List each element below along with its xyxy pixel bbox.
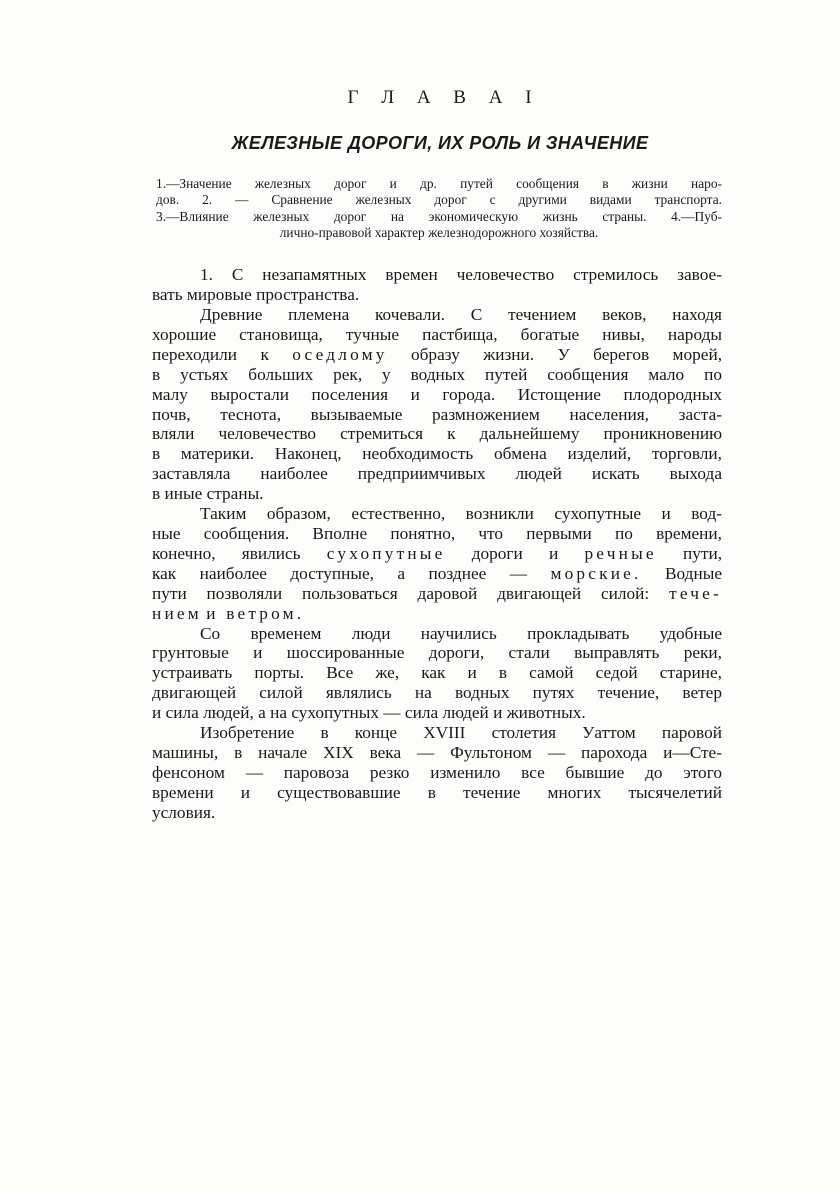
text-line: фенсоном — паровоза резко изменило все бывшие до этого bbox=[152, 762, 722, 782]
paragraph-1 bbox=[152, 265, 722, 305]
summary-line: дов. 2. — Сравнение железных дорог с другими видами транспорта. bbox=[156, 192, 722, 208]
text-line: двигающей силой являлись на водных путях течение, ветер bbox=[152, 683, 722, 703]
text-line: Таким образом, естественно, возникли сухопутные и вод- bbox=[200, 504, 722, 524]
text-fragment: дороги и bbox=[471, 543, 585, 563]
text-line: машины, в начале XIX века — Фультоном — парохода и—Сте- bbox=[152, 742, 722, 762]
text-line: в материки. Наконец, необходимость обмена изделий, торговли, bbox=[152, 444, 722, 464]
text-fragment: пути позволяли пользоваться даровой двигающей силой: bbox=[152, 583, 670, 603]
text-line: Со временем люди научились прокладывать удобные bbox=[200, 623, 722, 643]
paragraph-2 bbox=[152, 305, 722, 504]
text-fragment: конечно, явились bbox=[152, 543, 327, 563]
text-line bbox=[152, 564, 722, 584]
text-line: малу выростали поселения и города. Истощение плодородных bbox=[152, 384, 722, 404]
text-line: в устьях больших рек, у водных путей сообщения мало по bbox=[152, 364, 722, 384]
text-fragment: как наиболее доступные, а позднее — bbox=[152, 563, 551, 583]
paragraph-5 bbox=[152, 723, 722, 823]
paragraph-4 bbox=[152, 624, 722, 724]
text-line: Изобретение в конце XVIII столетия Уаттом паровой bbox=[200, 723, 722, 743]
text-line: и сила людей, а на сухопутных — сила людей и животных. bbox=[152, 703, 586, 723]
text-fragment: переходили к bbox=[152, 344, 293, 364]
emphasis-word: нием bbox=[152, 603, 202, 623]
text-line: ные сообщения. Вполне понятно, что первыми по времени, bbox=[152, 523, 722, 543]
text-line: вляли человечество стремиться к дальнейшему проникновению bbox=[152, 424, 722, 444]
summary-line: 1.—Значение железных дорог и др. путей сообщения в жизни наро- bbox=[156, 176, 722, 191]
page-content bbox=[152, 86, 722, 823]
chapter-title: ЖЕЛЕЗНЫЕ ДОРОГИ, ИХ РОЛЬ И ЗНАЧЕНИЕ bbox=[231, 133, 649, 153]
text-fragment: пути, bbox=[683, 543, 723, 563]
chapter-label: Г Л А В А I bbox=[347, 87, 541, 108]
text-line: почв, теснота, вызываемые размножением населения, заста- bbox=[152, 404, 722, 424]
emphasis-word: сухопутные bbox=[326, 543, 446, 563]
emphasis-word: морские. bbox=[550, 563, 642, 583]
text-fragment: Водные bbox=[665, 563, 722, 583]
text-line: 1. С незапамятных времен человечество стремилось завое- bbox=[200, 265, 722, 285]
chapter-body bbox=[152, 265, 722, 822]
text-line bbox=[152, 604, 722, 624]
text-line: вать мировые пространства. bbox=[152, 285, 360, 305]
text-line: условия. bbox=[152, 802, 216, 822]
text-fragment: образу жизни. У берегов морей, bbox=[411, 344, 723, 364]
emphasis-word: речные bbox=[584, 543, 657, 563]
emphasis-word: оседлому bbox=[292, 344, 388, 364]
text-line bbox=[152, 584, 722, 604]
text-line: грунтовые и шоссированные дороги, стали выправлять реки, bbox=[152, 643, 722, 663]
text-line: времени и существовавшие в течение многих тысячелетий bbox=[152, 782, 722, 802]
text-line: хорошие становища, тучные пастбища, богатые нивы, народы bbox=[152, 324, 722, 344]
chapter-summary bbox=[156, 176, 722, 241]
text-line: Древние племена кочевали. С течением веков, находя bbox=[200, 305, 722, 324]
emphasis-word: тече- bbox=[669, 583, 722, 603]
paragraph-3 bbox=[152, 504, 722, 623]
text-line: устраивать порты. Все же, как и в самой седой старине, bbox=[152, 663, 722, 683]
emphasis-word: и ветром. bbox=[206, 603, 305, 623]
text-line: в иные страны. bbox=[152, 484, 264, 504]
summary-line: лично-правовой характер железнодорожного хозяйства. bbox=[279, 224, 599, 240]
text-line bbox=[152, 544, 722, 564]
text-line bbox=[152, 345, 722, 365]
text-line: заставляла наиболее предприимчивых людей искать выхода bbox=[152, 464, 722, 484]
summary-line: 3.—Влияние железных дорог на экономическую жизнь страны. 4.—Пуб- bbox=[156, 208, 722, 224]
